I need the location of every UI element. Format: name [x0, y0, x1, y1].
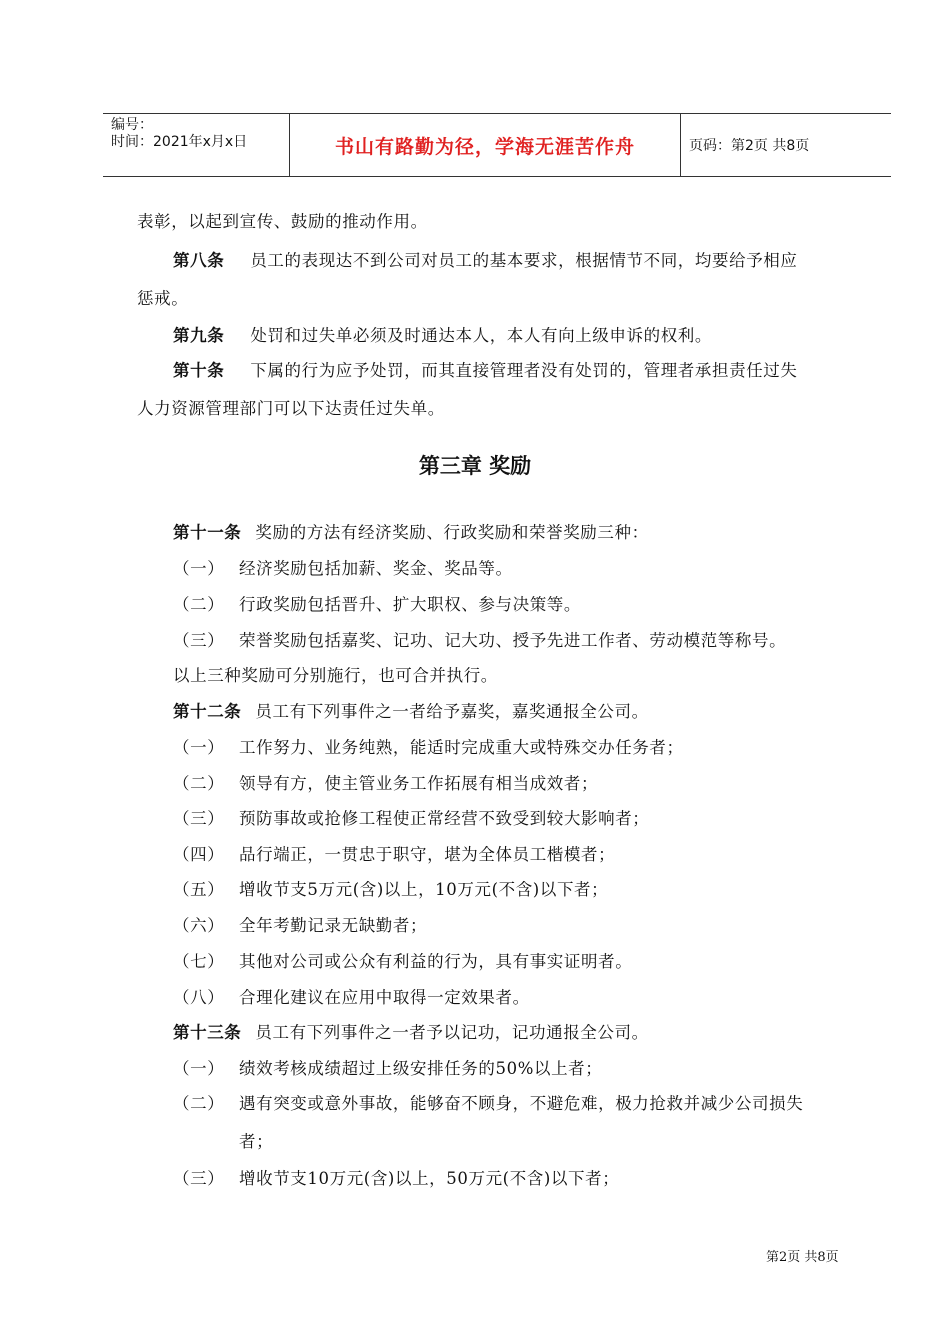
- article-11: [173, 519, 649, 543]
- article-title: 第八条: [173, 251, 225, 270]
- list-item: [173, 1128, 273, 1152]
- item-text: 行政奖励包括晋升、扩大职权、参与决策等。: [239, 595, 581, 614]
- article-text: 员工有下列事件之一者给予嘉奖，嘉奖通报全公司。: [255, 702, 649, 721]
- list-item: [173, 912, 427, 936]
- article-8: [173, 247, 798, 271]
- list-item: [173, 805, 649, 829]
- list-item: [173, 948, 632, 972]
- article-title: 第十一条: [173, 523, 242, 542]
- item-text: 经济奖励包括加薪、奖金、奖品等。: [239, 559, 513, 578]
- item-text: 荣誉奖励包括嘉奖、记功、记大功、授予先进工作者、劳动模范等称号。: [239, 631, 787, 650]
- item-text: 全年考勤记录无缺勤者；: [239, 916, 428, 935]
- list-item: [173, 876, 608, 900]
- header-motto-cell: [290, 114, 681, 176]
- paragraph-line: 惩戒。: [137, 289, 189, 308]
- item-number: （三）: [173, 631, 225, 650]
- item-number: （七）: [173, 952, 225, 971]
- chapter-title: 第三章 奖励: [418, 454, 532, 478]
- page-footer: 第2页 共8页: [766, 1250, 839, 1265]
- item-text: 工作努力、业务纯熟，能适时完成重大或特殊交办任务者；: [239, 738, 684, 757]
- item-number: （一）: [173, 559, 225, 578]
- article-10: [173, 357, 798, 381]
- list-item: [173, 555, 513, 579]
- item-number: （一）: [173, 738, 225, 757]
- item-number: （二）: [173, 1094, 225, 1113]
- article-title: 第十二条: [173, 702, 242, 721]
- article-text: 员工的表现达不到公司对员工的基本要求，根据情节不同，均要给予相应: [250, 251, 798, 270]
- item-number: （四）: [173, 845, 225, 864]
- article-9: [173, 322, 712, 346]
- header-motto: 书山有路勤为径，学海无涯苦作舟: [334, 135, 635, 158]
- item-text: 绩效考核成绩超过上级安排任务的50%以上者；: [239, 1059, 603, 1078]
- article-text: 处罚和过失单必须及时通达本人，本人有向上级申诉的权利。: [250, 326, 713, 345]
- article-text: 奖励的方法有经济奖励、行政奖励和荣誉奖励三种：: [255, 523, 649, 542]
- paragraph-line: 以上三种奖励可分别施行，也可合并执行。: [173, 666, 498, 685]
- item-text: 品行端正，一贯忠于职守，堪为全体员工楷模者；: [239, 845, 616, 864]
- item-text: 合理化建议在应用中取得一定效果者。: [239, 988, 530, 1007]
- page-header: [103, 113, 891, 177]
- paragraph-line: 表彰，以起到宣传、鼓励的推动作用。: [137, 212, 428, 231]
- list-item: [173, 734, 684, 758]
- header-number: 编号：: [111, 117, 153, 133]
- list-item: [173, 1055, 602, 1079]
- item-number: （一）: [173, 1059, 225, 1078]
- article-12: [173, 698, 649, 722]
- item-number: （二）: [173, 595, 225, 614]
- list-item: [173, 1165, 619, 1189]
- header-time: 时间：2021年x月x日: [111, 134, 248, 150]
- article-text: 下属的行为应予处罚，而其直接管理者没有处罚的，管理者承担责任过失: [250, 361, 798, 380]
- article-text: 员工有下列事件之一者予以记功，记功通报全公司。: [255, 1023, 649, 1042]
- list-item: [173, 627, 786, 651]
- item-number: （三）: [173, 809, 225, 828]
- list-item: [173, 591, 581, 615]
- header-page-info: 页码：第2页 共8页: [689, 138, 810, 154]
- item-number: （八）: [173, 988, 225, 1007]
- item-text: 遇有突变或意外事故，能够奋不顾身，不避危难，极力抢救并减少公司损失: [239, 1094, 804, 1113]
- header-meta: [103, 114, 290, 176]
- list-item: [173, 1090, 803, 1114]
- article-title: 第九条: [173, 326, 225, 345]
- item-text: 者；: [239, 1132, 274, 1151]
- item-number: （六）: [173, 916, 225, 935]
- item-text: 增收节支10万元(含)以上，50万元(不含)以下者；: [239, 1169, 620, 1188]
- article-title: 第十条: [173, 361, 225, 380]
- article-title: 第十三条: [173, 1023, 242, 1042]
- item-number: （五）: [173, 880, 225, 899]
- item-text: 其他对公司或公众有利益的行为，具有事实证明者。: [239, 952, 633, 971]
- list-item: [173, 984, 530, 1008]
- item-text: 预防事故或抢修工程使正常经营不致受到较大影响者；: [239, 809, 650, 828]
- item-number: （二）: [173, 774, 225, 793]
- article-13: [173, 1019, 649, 1043]
- list-item: [173, 841, 615, 865]
- item-number: （三）: [173, 1169, 225, 1188]
- paragraph-line: 人力资源管理部门可以下达责任过失单。: [137, 399, 445, 418]
- item-text: 领导有方，使主管业务工作拓展有相当成效者；: [239, 774, 599, 793]
- item-text: 增收节支5万元(含)以上，10万元(不含)以下者；: [239, 880, 609, 899]
- list-item: [173, 770, 598, 794]
